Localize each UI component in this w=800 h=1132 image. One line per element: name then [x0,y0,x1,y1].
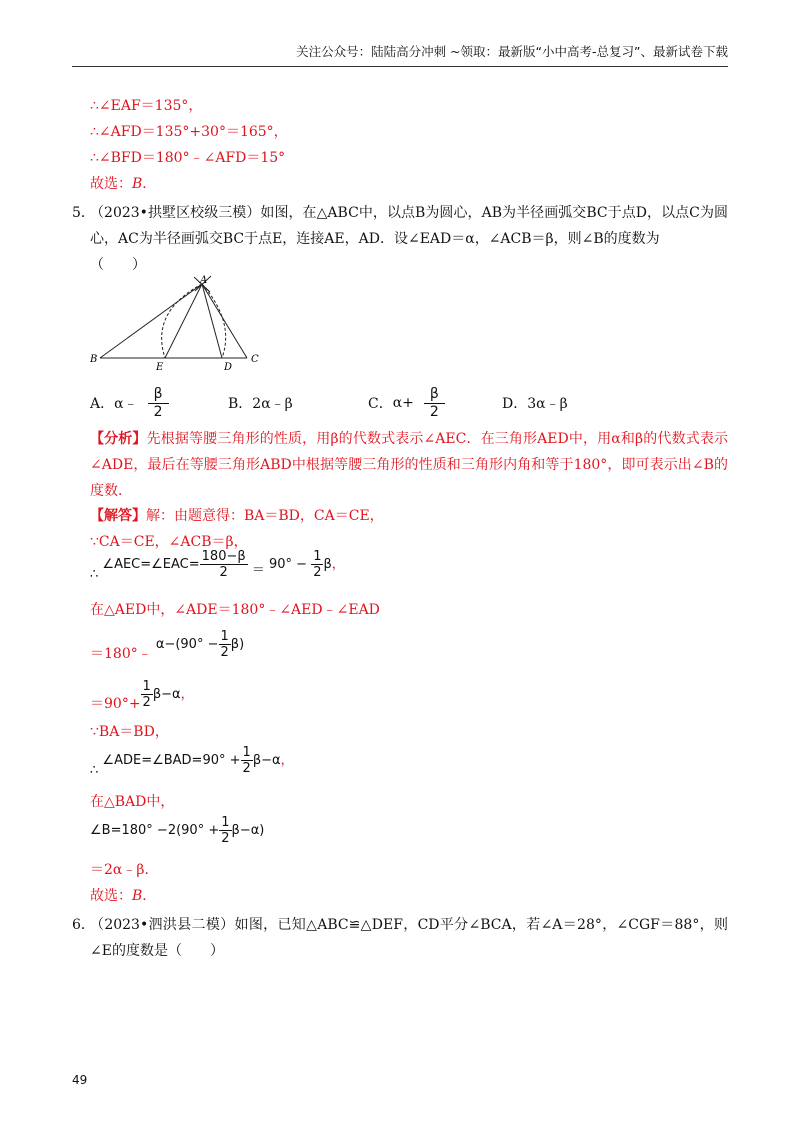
analysis: 【分析】先根据等腰三角形的性质，用β的代数式表示∠AEC．在三角形AED中，用α和β的代数式表示∠ADE，最后在等腰三角形ABD中根据等腰三角形的性质和三角形内角和等于180°，即可表示出∠B的度数． [90,431,729,499]
equation-2: ＝180°﹣ α−(90° − $\frac{1}{2}$ β) [90,629,245,662]
prev-line-3: ∴∠BFD＝180°﹣∠AFD＝15° [90,150,286,166]
label-c: C [251,354,259,365]
question-5-text: （2023•拱墅区校级三模）如图，在△ABC中，以点B为圆心，AB为半径画弧交BC于点D，以点C为圆心，AC为半径画弧交BC于点E，连接AE，AD．设∠EAD＝α，∠ACB＝β，则∠B的度数为 （ ） [90,205,728,273]
solution-intro: 【解答】解：由题意得：BA＝BD，CA＝CE， [90,508,384,524]
page-header: 关注公众号：陆陆高分冲刺 ~领取：最新版“小中高考-总复习”、最新试卷下载 [72,44,728,67]
solution-step-1: ∵CA＝CE，∠ACB＝β， [90,534,248,550]
question-5-number: 5． [72,205,95,221]
solution-step-4: 在△BAD中， [90,794,175,810]
equation-5: ∠B=180° −2(90° + $\frac{1}{2}$ β−α) [90,815,265,846]
option-c-fraction: $\frac{\beta}{2}$ [424,387,445,419]
equation-3: ＝90°+ $\frac{1}{2}$ β−α， [90,679,194,712]
label-e: E [156,362,164,373]
prev-answer: 故选：B． [90,176,157,192]
label-a: A [200,275,208,286]
prev-line-1: ∴∠EAF＝135°， [90,98,203,114]
question-5-options [90,380,730,426]
option-c[interactable]: C． α+ $\frac{\beta}{2}$ [368,380,445,426]
option-d[interactable]: D． 3α﹣β [502,396,568,412]
option-a[interactable]: A． α﹣ $\frac{\beta}{2}$ [90,380,169,426]
option-a-fraction: $\frac{\beta}{2}$ [148,387,169,419]
question-6-text: （2023•泗洪县二模）如图，已知△ABC≌△DEF，CD平分∠BCA，若∠A＝28°，∠CGF＝88°，则∠E的度数是（ ） [90,917,728,959]
question-6-number: 6． [72,917,95,933]
equation-1: ∴ ∠AEC=∠EAC= $\frac{180-\beta}{2}$ ＝ 90° − $\frac{1}{2}$ β， [90,549,345,582]
triangle-figure [90,272,270,376]
equation-4: ∴ ∠ADE=∠BAD=90° + $\frac{1}{2}$ β−α， [90,745,294,778]
solution-step-2: 在△AED中，∠ADE＝180°﹣∠AED﹣∠EAD [90,602,380,618]
solution-step-3: ∵BA＝BD， [90,724,169,740]
prev-line-2: ∴∠AFD＝135°+30°＝165°， [90,124,288,140]
label-d: D [224,362,233,373]
label-b: B [90,354,98,365]
page-number: 49 [72,1073,88,1087]
solution-result: ＝2α﹣β． [90,862,159,878]
solution-answer: 故选：B． [90,888,157,904]
option-b[interactable]: B． 2α﹣β [228,396,293,412]
